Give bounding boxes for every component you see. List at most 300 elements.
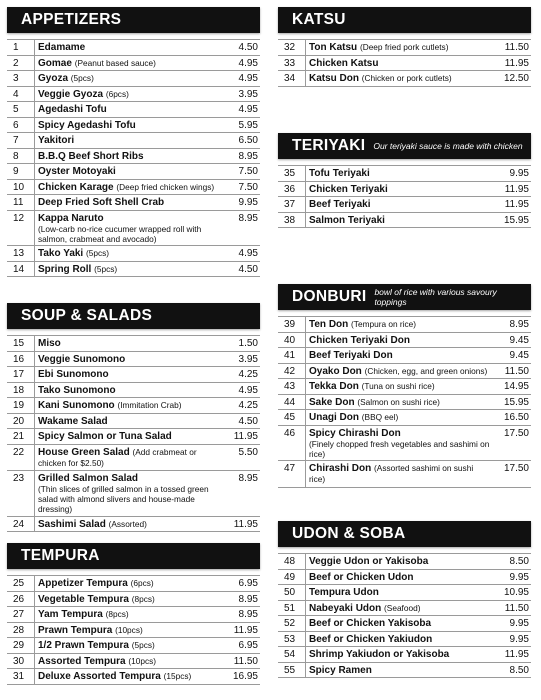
item-price: 8.50 — [494, 554, 531, 570]
item-description: (Deep fried pork cutlets) — [359, 42, 449, 52]
section-title: SOUP & SALADS — [21, 307, 153, 324]
menu-row — [7, 179, 260, 195]
menu-row — [7, 133, 260, 149]
item-name: House Green Salad — [38, 446, 130, 458]
item-number: 15 — [7, 336, 35, 352]
item-description: (Peanut based sauce) — [74, 57, 156, 68]
item-name: Agedashi Tofu — [38, 104, 107, 115]
item-name: Miso — [38, 338, 61, 349]
item-cell — [306, 410, 495, 426]
item-description: (Assorted sashimi on sushi rice) — [309, 463, 474, 484]
item-number: 4 — [7, 86, 35, 102]
item-name: Katsu Don — [309, 73, 359, 84]
item-price: 8.95 — [223, 591, 260, 607]
item-number: 48 — [278, 554, 306, 570]
item-price: 9.95 — [494, 631, 531, 647]
item-cell — [35, 382, 224, 398]
item-number: 44 — [278, 394, 306, 410]
item-price: 3.95 — [223, 86, 260, 102]
item-cell — [35, 164, 224, 180]
item-price: 4.50 — [223, 261, 260, 277]
item-name: Spicy Chirashi Don — [309, 427, 401, 439]
item-cell — [306, 585, 495, 601]
item-cell — [35, 71, 224, 87]
item-price: 4.25 — [223, 398, 260, 414]
menu-row — [7, 117, 260, 133]
item-name: Tako Yaki — [38, 248, 84, 259]
item-price: 7.50 — [223, 179, 260, 195]
section-teriyaki — [278, 133, 531, 228]
item-number: 8 — [7, 148, 35, 164]
item-number: 32 — [278, 40, 306, 56]
item-name: Chicken Katsu — [309, 57, 379, 69]
item-price: 6.95 — [223, 638, 260, 654]
item-cell — [306, 394, 495, 410]
menu-row — [278, 394, 531, 410]
item-cell — [35, 413, 224, 429]
item-cell — [35, 669, 224, 685]
item-price: 11.95 — [223, 516, 260, 532]
item-price: 4.95 — [223, 246, 260, 262]
item-description: (Chicken or pork cutlets) — [361, 73, 452, 83]
item-name: Veggie Sunomono — [38, 353, 126, 365]
item-number: 16 — [7, 351, 35, 367]
section-tempura — [7, 543, 260, 685]
section-donburi — [278, 284, 531, 488]
item-description: (8pcs) — [105, 609, 129, 619]
item-price: 4.95 — [223, 71, 260, 87]
item-name: Chicken Karage — [38, 181, 114, 193]
section-title: KATSU — [292, 11, 346, 28]
item-number: 11 — [7, 195, 35, 211]
menu-row — [278, 348, 531, 364]
item-number: 12 — [7, 210, 35, 246]
item-name: Tempura Udon — [309, 587, 379, 598]
item-cell — [35, 86, 224, 102]
item-cell — [35, 133, 224, 149]
item-number: 43 — [278, 379, 306, 395]
item-name: Yam Tempura — [38, 609, 103, 620]
item-price: 11.50 — [494, 363, 531, 379]
item-number: 23 — [7, 471, 35, 517]
menu-row — [278, 181, 531, 197]
menu-row — [278, 317, 531, 333]
item-name: Tekka Don — [309, 381, 359, 392]
section-header — [7, 543, 260, 569]
item-name: Veggie Gyoza — [38, 88, 104, 100]
menu-table — [7, 575, 260, 685]
item-name: Vegetable Tempura — [38, 593, 129, 605]
menu-row — [278, 647, 531, 663]
item-cell — [306, 616, 495, 632]
item-description: (6pcs) — [105, 88, 129, 99]
item-price: 17.50 — [494, 425, 531, 461]
item-number: 21 — [7, 429, 35, 445]
item-name: Chicken Teriyaki Don — [309, 334, 410, 346]
item-price: 11.50 — [223, 653, 260, 669]
item-name: Salmon Teriyaki — [309, 214, 385, 226]
menu-row — [278, 197, 531, 213]
item-price: 5.95 — [223, 117, 260, 133]
item-price: 4.50 — [223, 413, 260, 429]
item-number: 39 — [278, 317, 306, 333]
item-description: (Thin slices of grilled salmon in a tossed green salad with almond slivers and house-made dressing) — [38, 484, 209, 514]
item-cell — [35, 246, 224, 262]
item-cell — [306, 71, 495, 87]
item-name: Kappa Naruto — [38, 212, 104, 224]
item-name: Ten Don — [309, 319, 349, 330]
item-number: 34 — [278, 71, 306, 87]
item-name: Tako Sunomono — [38, 384, 116, 396]
section-katsu — [278, 7, 531, 87]
item-name: Sashimi Salad — [38, 518, 106, 530]
item-number: 25 — [7, 576, 35, 592]
item-number: 6 — [7, 117, 35, 133]
item-price: 8.95 — [223, 148, 260, 164]
item-number: 3 — [7, 71, 35, 87]
item-cell — [35, 638, 224, 654]
item-price: 7.50 — [223, 164, 260, 180]
item-number: 24 — [7, 516, 35, 532]
item-number: 1 — [7, 40, 35, 56]
item-number: 35 — [278, 166, 306, 182]
menu-row — [7, 669, 260, 685]
item-number: 46 — [278, 425, 306, 461]
menu-row — [278, 425, 531, 461]
menu-row — [278, 554, 531, 570]
menu-row — [278, 363, 531, 379]
menu-table — [7, 335, 260, 532]
section-header — [278, 521, 531, 547]
item-number: 28 — [7, 622, 35, 638]
menu-table — [278, 316, 531, 488]
section-appetizers — [7, 7, 260, 277]
item-number: 40 — [278, 332, 306, 348]
item-name: Beef Teriyaki Don — [309, 350, 393, 361]
item-name: Sake Don — [309, 396, 355, 408]
item-description: (Tuna on sushi rice) — [361, 381, 435, 391]
item-price: 15.95 — [494, 394, 531, 410]
item-name: Spicy Salmon or Tuna Salad — [38, 431, 172, 442]
item-name: B.B.Q Beef Short Ribs — [38, 150, 144, 162]
menu-row — [7, 261, 260, 277]
item-number: 49 — [278, 569, 306, 585]
item-cell — [306, 662, 495, 678]
item-cell — [306, 379, 495, 395]
item-number: 2 — [7, 55, 35, 71]
item-price: 9.45 — [494, 348, 531, 364]
item-number: 31 — [7, 669, 35, 685]
item-cell — [306, 181, 495, 197]
item-cell — [306, 425, 495, 461]
item-number: 42 — [278, 363, 306, 379]
item-number: 17 — [7, 367, 35, 383]
menu-row — [7, 210, 260, 246]
section-header — [7, 7, 260, 33]
item-price: 8.95 — [223, 471, 260, 517]
item-price: 9.95 — [494, 616, 531, 632]
item-description: (6pcs) — [130, 578, 154, 588]
section-note: bowl of rice with various savoury toppings — [374, 287, 497, 307]
item-name: Deluxe Assorted Tempura — [38, 671, 161, 682]
item-cell — [35, 102, 224, 118]
item-description: (5pcs) — [94, 263, 118, 274]
item-price: 8.95 — [223, 210, 260, 246]
item-name: Unagi Don — [309, 412, 359, 423]
item-price: 8.95 — [494, 317, 531, 333]
section-header — [278, 133, 531, 159]
item-number: 45 — [278, 410, 306, 426]
menu-row — [278, 332, 531, 348]
menu-row — [278, 569, 531, 585]
item-cell — [35, 516, 224, 532]
item-description: (Assorted) — [108, 518, 147, 529]
menu-row — [7, 653, 260, 669]
menu-row — [7, 148, 260, 164]
menu-row — [7, 638, 260, 654]
item-price: 8.50 — [494, 662, 531, 678]
item-cell — [35, 607, 224, 623]
item-price: 8.95 — [223, 607, 260, 623]
menu-row — [7, 516, 260, 532]
item-price: 12.50 — [494, 71, 531, 87]
item-name: Deep Fried Soft Shell Crab — [38, 197, 165, 208]
item-price: 10.95 — [494, 585, 531, 601]
item-description: (Tempura on rice) — [351, 319, 417, 329]
item-price: 9.95 — [494, 166, 531, 182]
item-price: 16.95 — [223, 669, 260, 685]
item-price: 9.95 — [494, 569, 531, 585]
menu-row — [278, 461, 531, 488]
item-cell — [35, 429, 224, 445]
item-number: 55 — [278, 662, 306, 678]
menu-row — [7, 591, 260, 607]
item-number: 26 — [7, 591, 35, 607]
item-price: 4.50 — [223, 40, 260, 56]
item-price: 3.95 — [223, 351, 260, 367]
section-title: UDON & SOBA — [292, 525, 406, 542]
item-cell — [35, 444, 224, 471]
item-number: 7 — [7, 133, 35, 149]
item-cell — [35, 367, 224, 383]
item-name: Appetizer Tempura — [38, 578, 128, 589]
section-title: TERIYAKI — [292, 137, 366, 154]
item-cell — [35, 653, 224, 669]
item-price: 4.95 — [223, 382, 260, 398]
item-price: 9.95 — [223, 195, 260, 211]
item-name: Wakame Salad — [38, 415, 108, 427]
menu-row — [7, 471, 260, 517]
menu-row — [278, 631, 531, 647]
item-number: 22 — [7, 444, 35, 471]
item-cell — [35, 351, 224, 367]
item-description: (10pcs) — [128, 655, 157, 666]
item-number: 29 — [7, 638, 35, 654]
item-name: Nabeyaki Udon — [309, 602, 382, 614]
menu-row — [7, 398, 260, 414]
item-price: 11.95 — [223, 429, 260, 445]
section-title: DONBURI — [292, 288, 367, 305]
menu-row — [7, 195, 260, 211]
item-description: (Add crabmeat or chicken for $2.50) — [38, 446, 197, 468]
item-cell — [306, 332, 495, 348]
menu-row — [7, 71, 260, 87]
menu-row — [278, 410, 531, 426]
item-name: Chirashi Don — [309, 463, 372, 474]
menu-row — [7, 444, 260, 471]
item-price: 11.50 — [494, 40, 531, 56]
item-cell — [35, 261, 224, 277]
item-cell — [35, 195, 224, 211]
item-name: Spicy Ramen — [309, 664, 372, 676]
item-price: 4.25 — [223, 367, 260, 383]
menu-row — [7, 622, 260, 638]
item-number: 53 — [278, 631, 306, 647]
item-description: (5pcs) — [86, 248, 110, 258]
item-name: 1/2 Prawn Tempura — [38, 640, 129, 651]
menu-row — [278, 212, 531, 228]
item-cell — [306, 363, 495, 379]
section-header — [278, 7, 531, 33]
item-name: Tofu Teriyaki — [309, 168, 370, 179]
section-header — [278, 284, 531, 310]
item-number: 50 — [278, 585, 306, 601]
menu-row — [7, 607, 260, 623]
item-name: Oyster Motoyaki — [38, 166, 116, 177]
menu-row — [278, 585, 531, 601]
item-price: 17.50 — [494, 461, 531, 488]
item-price: 11.95 — [494, 197, 531, 213]
item-description: (8pcs) — [131, 593, 155, 604]
item-description: (Chicken, egg, and green onions) — [364, 365, 488, 376]
item-cell — [306, 55, 495, 71]
item-number: 10 — [7, 179, 35, 195]
item-name: Veggie Udon or Yakisoba — [309, 556, 429, 567]
item-number: 27 — [7, 607, 35, 623]
item-cell — [35, 179, 224, 195]
item-number: 9 — [7, 164, 35, 180]
menu-row — [7, 576, 260, 592]
item-name: Beef or Chicken Yakisoba — [309, 618, 432, 629]
menu-row — [278, 71, 531, 87]
item-cell — [35, 210, 224, 246]
item-price: 11.95 — [494, 181, 531, 197]
item-price: 11.95 — [223, 622, 260, 638]
item-cell — [306, 461, 495, 488]
item-price: 5.50 — [223, 444, 260, 471]
menu-row — [7, 40, 260, 56]
item-name: Yakitori — [38, 135, 75, 146]
item-description: (Deep fried chicken wings) — [116, 181, 215, 192]
item-description: (Finely chopped fresh vegetables and sashimi on rice) — [309, 438, 490, 459]
menu-row — [278, 55, 531, 71]
section-soup-salads — [7, 303, 260, 532]
item-name: Gyoza — [38, 73, 69, 84]
item-name: Shrimp Yakiudon or Yakisoba — [309, 649, 450, 660]
item-description: (Salmon on sushi rice) — [357, 396, 440, 407]
item-price: 15.95 — [494, 212, 531, 228]
item-description: (Low-carb no-rice cucumer wrapped roll with salmon, crabmeat and avocado) — [38, 223, 202, 244]
item-name: Assorted Tempura — [38, 655, 126, 667]
item-cell — [35, 576, 224, 592]
item-cell — [35, 336, 224, 352]
item-name: Beef or Chicken Udon — [309, 571, 414, 583]
item-number: 47 — [278, 461, 306, 488]
item-description: (5pcs) — [131, 640, 155, 650]
menu-row — [7, 102, 260, 118]
item-name: Beef or Chicken Yakiudon — [309, 633, 433, 645]
item-price: 6.50 — [223, 133, 260, 149]
menu-table — [278, 553, 531, 678]
section-header — [7, 303, 260, 329]
item-cell — [306, 554, 495, 570]
item-price: 11.95 — [494, 647, 531, 663]
item-cell — [306, 647, 495, 663]
item-name: Grilled Salmon Salad — [38, 473, 139, 484]
item-number: 13 — [7, 246, 35, 262]
item-price: 11.95 — [494, 55, 531, 71]
menu-row — [278, 379, 531, 395]
item-cell — [35, 55, 224, 71]
item-cell — [35, 471, 224, 517]
item-cell — [35, 622, 224, 638]
item-description: (10pcs) — [115, 624, 143, 635]
item-description: (15pcs) — [163, 671, 192, 681]
item-price: 14.95 — [494, 379, 531, 395]
item-description: (5pcs) — [70, 73, 94, 83]
menu-row — [7, 86, 260, 102]
item-name: Edamame — [38, 42, 86, 53]
menu-row — [7, 55, 260, 71]
section-title: APPETIZERS — [21, 11, 122, 28]
item-price: 6.95 — [223, 576, 260, 592]
menu-row — [7, 429, 260, 445]
menu-table — [278, 165, 531, 228]
item-number: 41 — [278, 348, 306, 364]
item-number: 52 — [278, 616, 306, 632]
item-price: 4.95 — [223, 102, 260, 118]
item-number: 18 — [7, 382, 35, 398]
item-number: 51 — [278, 600, 306, 616]
menu-row — [278, 166, 531, 182]
item-number: 19 — [7, 398, 35, 414]
menu-row — [278, 40, 531, 56]
item-name: Prawn Tempura — [38, 624, 113, 636]
item-cell — [306, 600, 495, 616]
item-price: 1.50 — [223, 336, 260, 352]
menu-row — [7, 413, 260, 429]
menu-row — [7, 336, 260, 352]
menu-row — [278, 616, 531, 632]
item-cell — [35, 591, 224, 607]
item-price: 4.95 — [223, 55, 260, 71]
menu-row — [7, 246, 260, 262]
item-description: (Seafood) — [384, 602, 421, 613]
item-name: Ebi Sunomono — [38, 369, 109, 380]
item-cell — [306, 569, 495, 585]
item-cell — [35, 148, 224, 164]
menu-row — [278, 662, 531, 678]
section-title: TEMPURA — [21, 547, 100, 564]
item-name: Spring Roll — [38, 263, 92, 275]
section-note: Our teriyaki sauce is made with chicken — [373, 141, 523, 151]
item-number: 20 — [7, 413, 35, 429]
item-name: Oyako Don — [309, 365, 362, 377]
item-cell — [306, 197, 495, 213]
item-description: (BBQ eel) — [361, 412, 399, 422]
item-cell — [306, 212, 495, 228]
item-name: Kani Sunomono — [38, 400, 115, 411]
